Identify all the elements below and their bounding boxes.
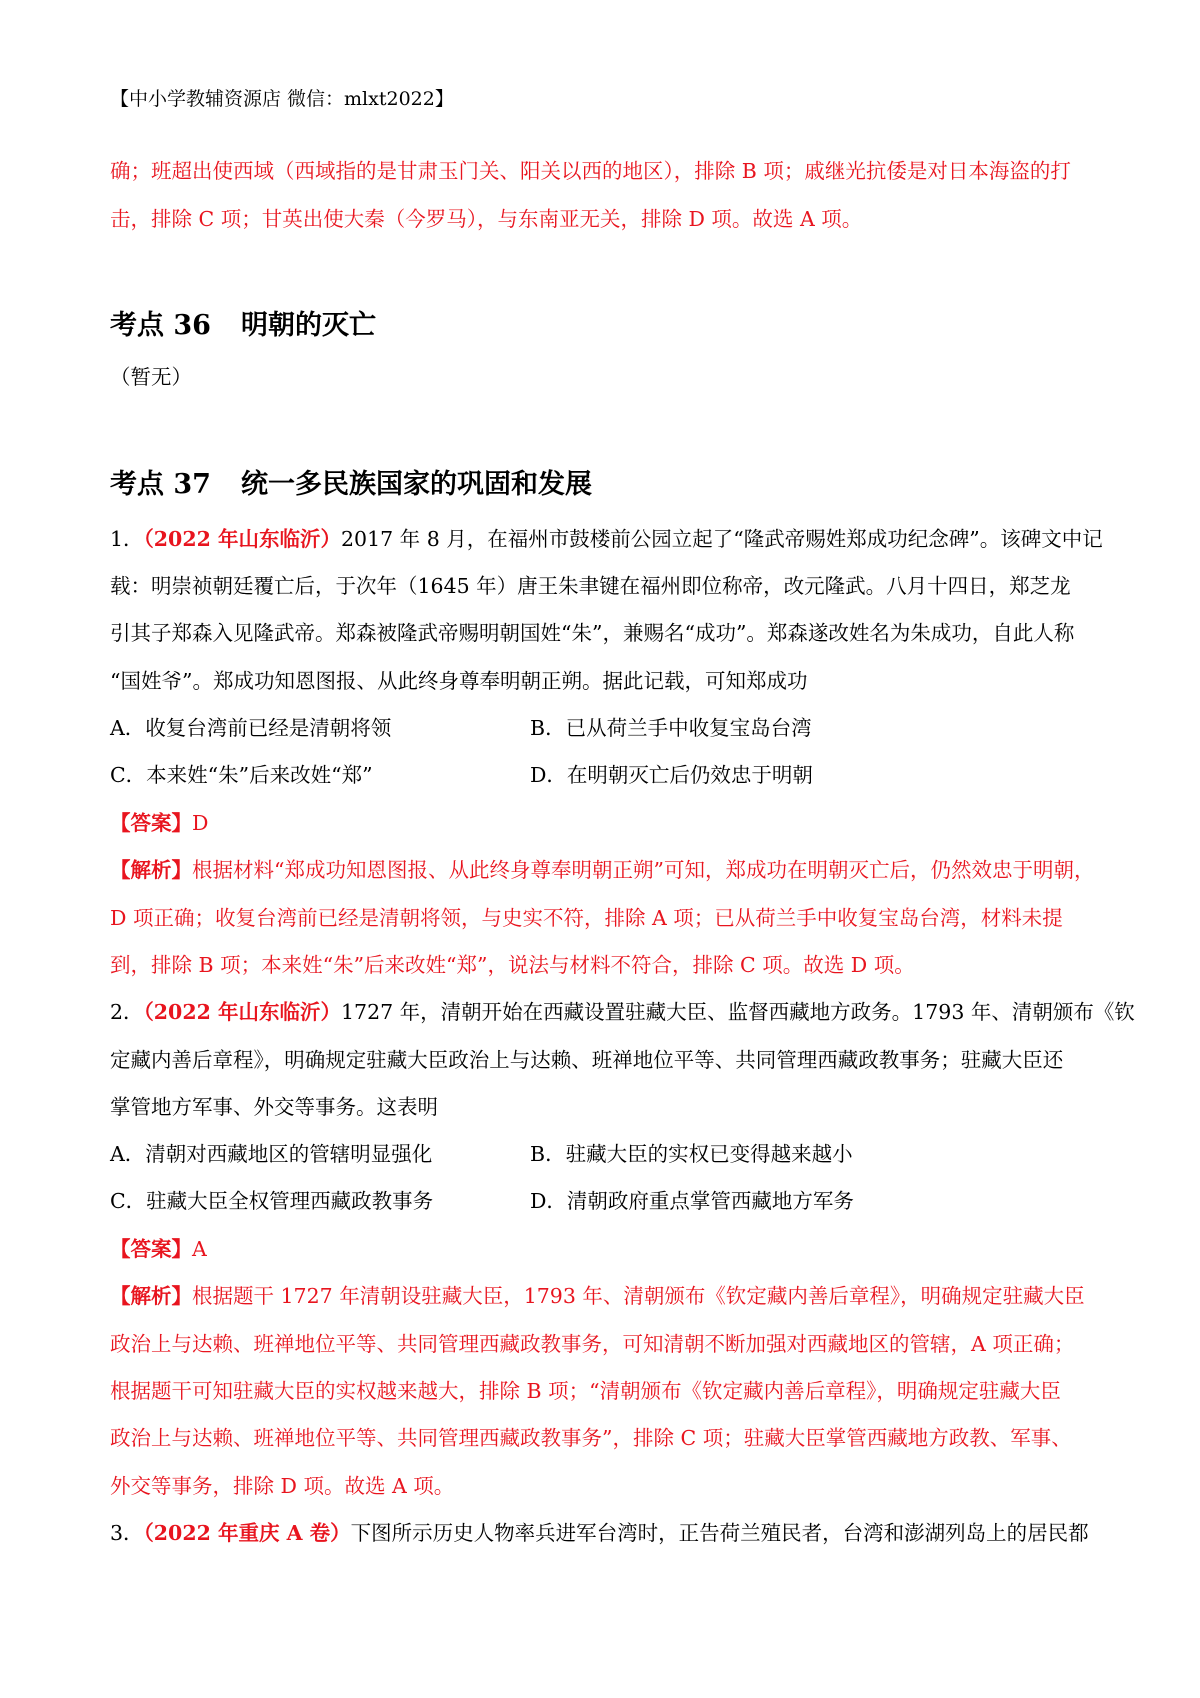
q2-stem-line-1 (110, 995, 1135, 1025)
answer-value: A (192, 1237, 207, 1261)
q1-option-b: B．已从荷兰手中收复宝岛台湾 (530, 716, 812, 740)
q1-stem-line-4: “国姓爷”。郑成功知恩图报、从此终身尊奉明朝正朔。据此记载，可知郑成功 (110, 669, 808, 693)
section-37-heading (110, 462, 592, 501)
section-36-note: （暂无） (110, 365, 192, 389)
q1-stem-line-3: 引其子郑森入见隆武帝。郑森被隆武帝赐明朝国姓“朱”，兼赐名“成功”。郑森遂改姓名为朱成功，自此人称 (110, 621, 1075, 645)
section-number: 考点 37 (110, 469, 211, 500)
section-title: 明朝的灭亡 (240, 310, 376, 341)
prev-analysis-line-2: 击，排除 C 项；甘英出使大秦（今罗马），与东南亚无关，排除 D 项。故选 A 项。 (110, 207, 863, 231)
question-text: 2017 年 8 月，在福州市鼓楼前公园立起了“隆武帝赐姓郑成功纪念碑”。该碑文中记 (341, 527, 1103, 551)
answer-label: 【答案】 (110, 811, 192, 835)
q2-analysis-line-1 (110, 1279, 1085, 1309)
q1-stem-line-1 (110, 522, 1103, 552)
q1-answer (110, 806, 208, 836)
prev-analysis-line-1: 确；班超出使西域（西域指的是甘肃玉门关、阳关以西的地区），排除 B 项；戚继光抗倭是对日本海盗的打 (110, 159, 1071, 183)
question-source: （2022 年山东临沂） (143, 1000, 341, 1024)
question-source: （2022 年山东临沂） (143, 527, 341, 551)
q2-analysis-line-2: 政治上与达赖、班禅地位平等、共同管理西藏政教事务，可知清朝不断加强对西藏地区的管辖，A 项正确； (110, 1332, 1075, 1356)
analysis-text: 根据材料“郑成功知恩图报、从此终身尊奉明朝正朔”可知，郑成功在明朝灭亡后，仍然效忠于明朝， (192, 858, 1095, 882)
section-number: 考点 36 (110, 310, 211, 341)
q1-stem-line-2: 载：明崇祯朝廷覆亡后，于次年（1645 年）唐王朱聿键在福州即位称帝，改元隆武。八月十四日，郑芝龙 (110, 574, 1071, 598)
q2-analysis-line-3: 根据题干可知驻藏大臣的实权越来越大，排除 B 项；“清朝颁布《钦定藏内善后章程》，明确规定驻藏大臣 (110, 1379, 1061, 1403)
q1-option-c: C．本来姓“朱”后来改姓“郑” (110, 763, 373, 787)
q1-analysis-line-2: D 项正确；收复台湾前已经是清朝将领，与史实不符，排除 A 项；已从荷兰手中收复宝岛台湾，材料未提 (110, 906, 1063, 930)
q1-analysis-line-1 (110, 853, 1094, 883)
analysis-text: 根据题干 1727 年清朝设驻藏大臣，1793 年、清朝颁布《钦定藏内善后章程》，明确规定驻藏大臣 (192, 1284, 1085, 1308)
q2-analysis-line-4: 政治上与达赖、班禅地位平等、共同管理西藏政教事务”，排除 C 项；驻藏大臣掌管西藏地方政教、军事、 (110, 1426, 1072, 1450)
q2-option-c: C．驻藏大臣全权管理西藏政教事务 (110, 1189, 434, 1213)
answer-value: D (192, 811, 209, 835)
section-title: 统一多民族国家的巩固和发展 (240, 469, 592, 500)
q2-option-a: A．清朝对西藏地区的管辖明显强化 (110, 1142, 433, 1166)
answer-label: 【答案】 (110, 1237, 192, 1261)
q2-analysis-line-5: 外交等事务，排除 D 项。故选 A 项。 (110, 1474, 455, 1498)
question-number: 1． (110, 527, 144, 551)
q3-stem-line-1 (110, 1516, 1089, 1546)
q2-option-d: D．清朝政府重点掌管西藏地方军务 (530, 1189, 854, 1213)
question-source: （2022 年重庆 A 卷） (143, 1521, 351, 1545)
page-header: 【中小学教辅资源店 微信：mlxt2022】 (110, 88, 454, 110)
section-36-heading (110, 303, 376, 342)
q2-stem-line-3: 掌管地方军事、外交等事务。这表明 (110, 1095, 438, 1119)
q1-option-a: A．收复台湾前已经是清朝将领 (110, 716, 392, 740)
q1-option-d: D．在明朝灭亡后仍效忠于明朝 (530, 763, 813, 787)
q2-answer (110, 1232, 207, 1262)
analysis-label: 【解析】 (110, 1284, 192, 1308)
analysis-label: 【解析】 (110, 858, 192, 882)
q2-stem-line-2: 定藏内善后章程》，明确规定驻藏大臣政治上与达赖、班禅地位平等、共同管理西藏政教事务；驻藏大臣还 (110, 1048, 1064, 1072)
q1-analysis-line-3: 到，排除 B 项；本来姓“朱”后来改姓“郑”，说法与材料不符合，排除 C 项。故选 D 项。 (110, 953, 915, 977)
question-text: 1727 年，清朝开始在西藏设置驻藏大臣、监督西藏地方政务。1793 年、清朝颁布《钦 (341, 1000, 1135, 1024)
q2-option-b: B．驻藏大臣的实权已变得越来越小 (530, 1142, 853, 1166)
question-number: 2． (110, 1000, 144, 1024)
question-text: 下图所示历史人物率兵进军台湾时，正告荷兰殖民者，台湾和澎湖列岛上的居民都 (350, 1521, 1089, 1545)
question-number: 3． (110, 1521, 144, 1545)
